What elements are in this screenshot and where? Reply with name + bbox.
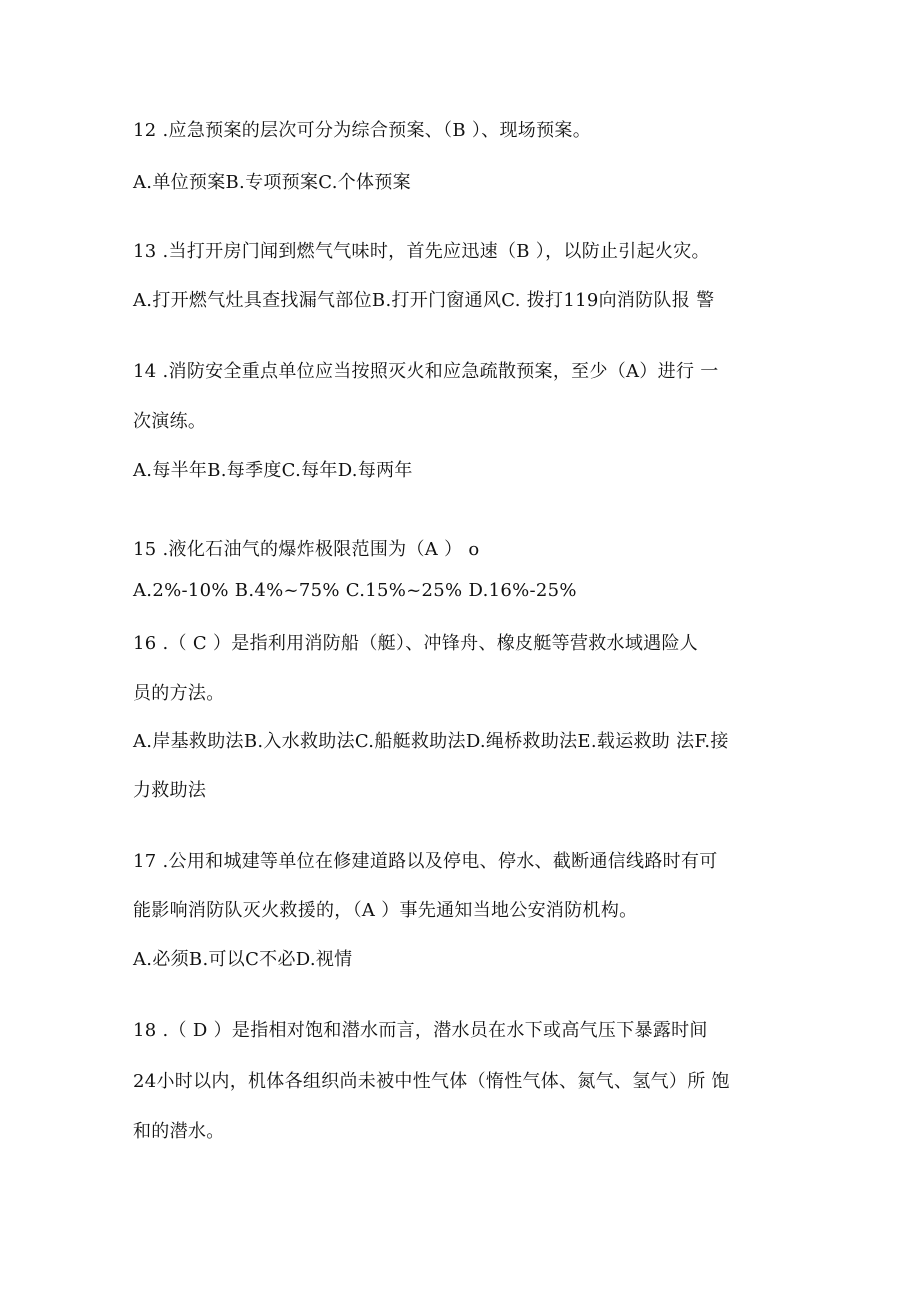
question-16-stem-line-1: 16 .（ C ）是指利用消防船（艇）、冲锋舟、橡皮艇等营救水域遇险人 (133, 633, 699, 654)
question-18-stem-line-3: 和的潜水。 (133, 1121, 225, 1142)
question-15-options: A.2%-10% B.4%~75% C.15%~25% D.16%-25% (133, 580, 577, 601)
question-17-options: A.必须B.可以C不必D.视情 (133, 949, 353, 970)
question-14-stem-line-2: 次演练。 (133, 411, 207, 432)
question-17-stem-line-1: 17 .公用和城建等单位在修建道路以及停电、停水、截断通信线路时有可 (133, 851, 718, 872)
question-14-stem-line-1: 14 .消防安全重点单位应当按照灭火和应急疏散预案，至少（A）进行 一 (133, 361, 719, 382)
question-18-stem-line-2: 24小时以内，机体各组织尚未被中性气体（惰性气体、氮气、氢气）所 饱 (133, 1071, 730, 1092)
question-16-options-line-2: 力救助法 (133, 780, 207, 801)
question-12-options: A.单位预案B.专项预案C.个体预案 (133, 172, 411, 193)
question-13-stem: 13 .当打开房门闻到燃气气味时，首先应迅速（B ），以防止引起火灾。 (133, 241, 710, 262)
question-17-stem-line-2: 能影响消防队灭火救援的，（A ）事先通知当地公安消防机构。 (133, 900, 638, 921)
question-16-stem-line-2: 员的方法。 (133, 683, 225, 704)
question-12-stem: 12 .应急预案的层次可分为综合预案、（B ）、现场预案。 (133, 120, 591, 141)
question-13-options: A.打开燃气灶具查找漏气部位B.打开门窗通风C. 拨打119向消防队报 警 (133, 290, 715, 311)
question-14-options: A.每半年B.每季度C.每年D.每两年 (133, 460, 413, 481)
question-16-options-line-1: A.岸基救助法B.入水救助法C.船艇救助法D.绳桥救助法E.载运救助 法F.接 (133, 731, 729, 752)
question-18-stem-line-1: 18 .（ D ）是指相对饱和潜水而言，潜水员在水下或高气压下暴露时间 (133, 1020, 708, 1041)
question-15-stem: 15 .液化石油气的爆炸极限范围为（A ） o (133, 539, 480, 560)
